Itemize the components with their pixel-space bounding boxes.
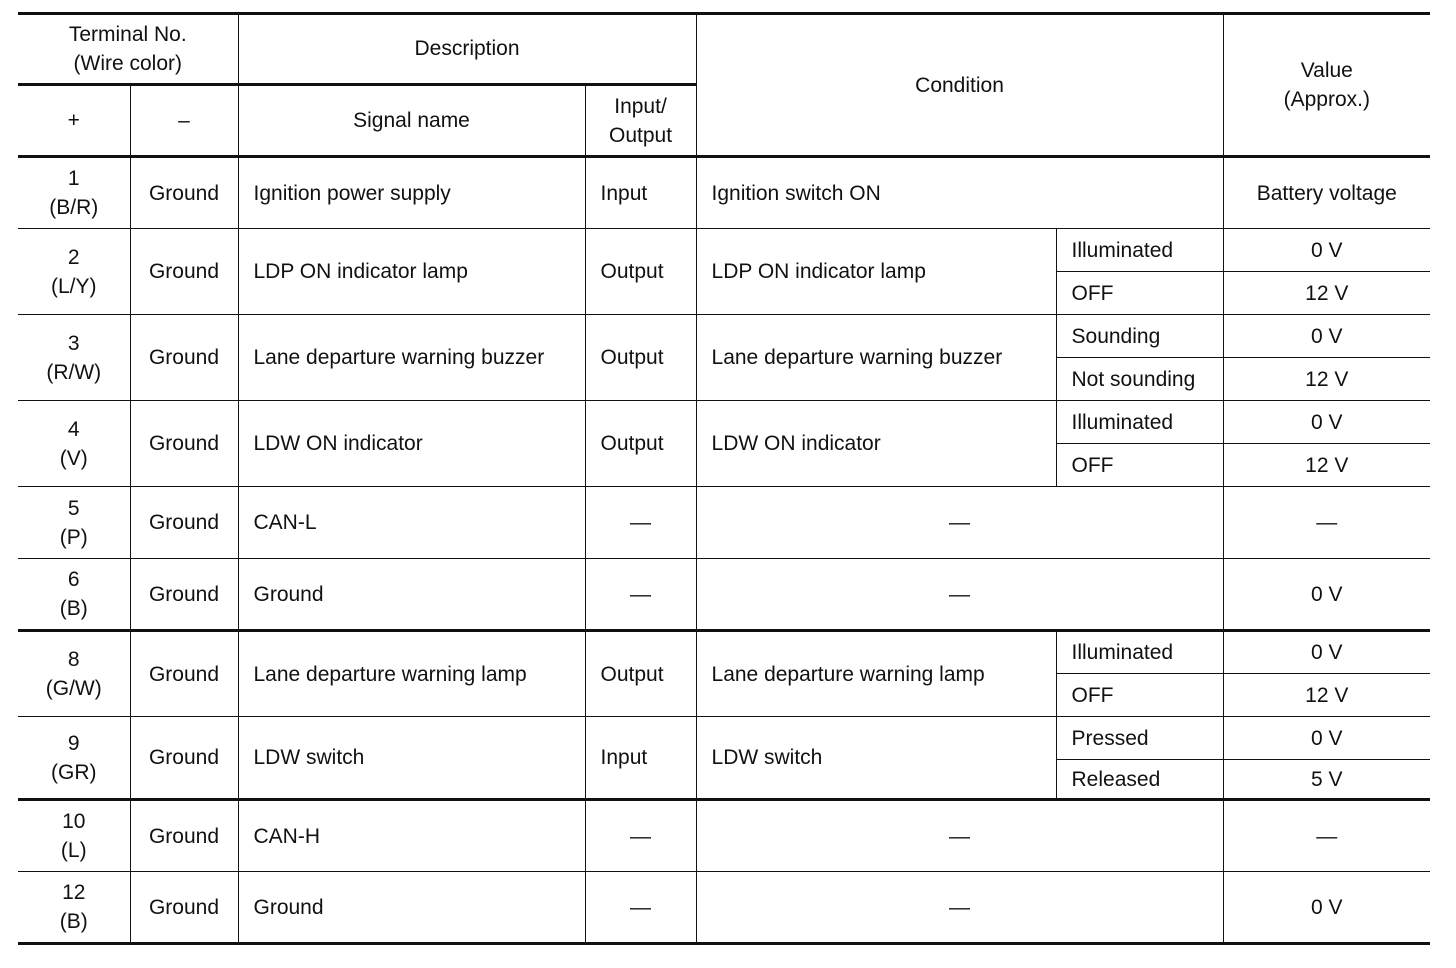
value: 12 V (1223, 358, 1430, 401)
state: OFF (1056, 272, 1223, 315)
input-output: — (585, 800, 696, 872)
table-row (18, 487, 1430, 559)
signal-name: Lane departure warning lamp (238, 631, 585, 717)
header-approx-label: (Approx.) (1283, 88, 1370, 111)
header-condition: Condition (696, 14, 1223, 157)
condition: Lane departure warning buzzer (696, 315, 1056, 401)
value: 12 V (1223, 272, 1430, 315)
input-output: Output (585, 229, 696, 315)
state: Illuminated (1056, 401, 1223, 444)
ground-terminal: Ground (130, 872, 238, 944)
value: 0 V (1223, 631, 1430, 674)
terminal-number: 10 (L) (18, 800, 130, 872)
condition: — (696, 559, 1223, 631)
ground-terminal: Ground (130, 401, 238, 487)
ground-terminal: Ground (130, 315, 238, 401)
header-terminal-no (18, 14, 238, 85)
signal-name: LDW ON indicator (238, 401, 585, 487)
terminal-number: 1 (B/R) (18, 157, 130, 229)
table-row (18, 631, 1430, 674)
signal-name: LDW switch (238, 717, 585, 800)
ground-terminal: Ground (130, 717, 238, 800)
signal-name: Lane departure warning buzzer (238, 315, 585, 401)
table-row (18, 559, 1430, 631)
value: 0 V (1223, 315, 1430, 358)
condition: — (696, 487, 1223, 559)
input-output: Input (585, 717, 696, 800)
header-input-output-line2: Output (608, 123, 673, 147)
condition: LDP ON indicator lamp (696, 229, 1056, 315)
terminal-spec-table (18, 12, 1430, 945)
terminal-number: 2 (L/Y) (18, 229, 130, 315)
state: OFF (1056, 444, 1223, 487)
table-row (18, 229, 1430, 272)
table-row (18, 800, 1430, 872)
input-output: Output (585, 315, 696, 401)
ground-terminal: Ground (130, 559, 238, 631)
state: Released (1056, 760, 1223, 800)
header-terminal-no-label: Terminal No. (68, 23, 187, 46)
table-row (18, 717, 1430, 760)
value: 5 V (1223, 760, 1430, 800)
ground-terminal: Ground (130, 229, 238, 315)
state: Pressed (1056, 717, 1223, 760)
signal-name: Ground (238, 559, 585, 631)
state: Sounding (1056, 315, 1223, 358)
terminal-number: 5 (P) (18, 487, 130, 559)
value: Battery voltage (1223, 157, 1430, 229)
ground-terminal: Ground (130, 800, 238, 872)
header-signal-name: Signal name (238, 85, 585, 157)
state: Illuminated (1056, 631, 1223, 674)
header-minus: – (130, 85, 238, 157)
terminal-number: 12 (B) (18, 872, 130, 944)
condition: Lane departure warning lamp (696, 631, 1056, 717)
ground-terminal: Ground (130, 631, 238, 717)
header-description: Description (238, 14, 696, 85)
header-input-output-line1: Input/ (614, 94, 667, 118)
table-row (18, 872, 1430, 944)
condition: LDW ON indicator (696, 401, 1056, 487)
value: 0 V (1223, 559, 1430, 631)
terminal-number: 4 (V) (18, 401, 130, 487)
header-input-output (585, 85, 696, 157)
terminal-number: 8 (G/W) (18, 631, 130, 717)
state: Illuminated (1056, 229, 1223, 272)
ground-terminal: Ground (130, 157, 238, 229)
signal-name: Ignition power supply (238, 157, 585, 229)
table-row (18, 157, 1430, 229)
input-output: — (585, 487, 696, 559)
condition: — (696, 872, 1223, 944)
terminal-number: 9 (GR) (18, 717, 130, 800)
input-output: Output (585, 631, 696, 717)
input-output: Output (585, 401, 696, 487)
input-output: — (585, 559, 696, 631)
value: — (1223, 487, 1430, 559)
signal-name: LDP ON indicator lamp (238, 229, 585, 315)
terminal-number: 3 (R/W) (18, 315, 130, 401)
terminal-number: 6 (B) (18, 559, 130, 631)
condition: Ignition switch ON (696, 157, 1223, 229)
condition: LDW switch (696, 717, 1056, 800)
header-value (1223, 14, 1430, 157)
value: 0 V (1223, 717, 1430, 760)
header-value-label: Value (1300, 59, 1353, 82)
state: OFF (1056, 674, 1223, 717)
condition: — (696, 800, 1223, 872)
input-output: Input (585, 157, 696, 229)
value: 0 V (1223, 401, 1430, 444)
signal-name: CAN-H (238, 800, 585, 872)
input-output: — (585, 872, 696, 944)
signal-name: Ground (238, 872, 585, 944)
ground-terminal: Ground (130, 487, 238, 559)
state: Not sounding (1056, 358, 1223, 401)
value: 0 V (1223, 872, 1430, 944)
table-row (18, 315, 1430, 358)
signal-name: CAN-L (238, 487, 585, 559)
table-row (18, 401, 1430, 444)
value: — (1223, 800, 1430, 872)
header-wire-color-label: (Wire color) (73, 52, 182, 75)
header-plus: + (18, 85, 130, 157)
value: 12 V (1223, 444, 1430, 487)
value: 12 V (1223, 674, 1430, 717)
value: 0 V (1223, 229, 1430, 272)
